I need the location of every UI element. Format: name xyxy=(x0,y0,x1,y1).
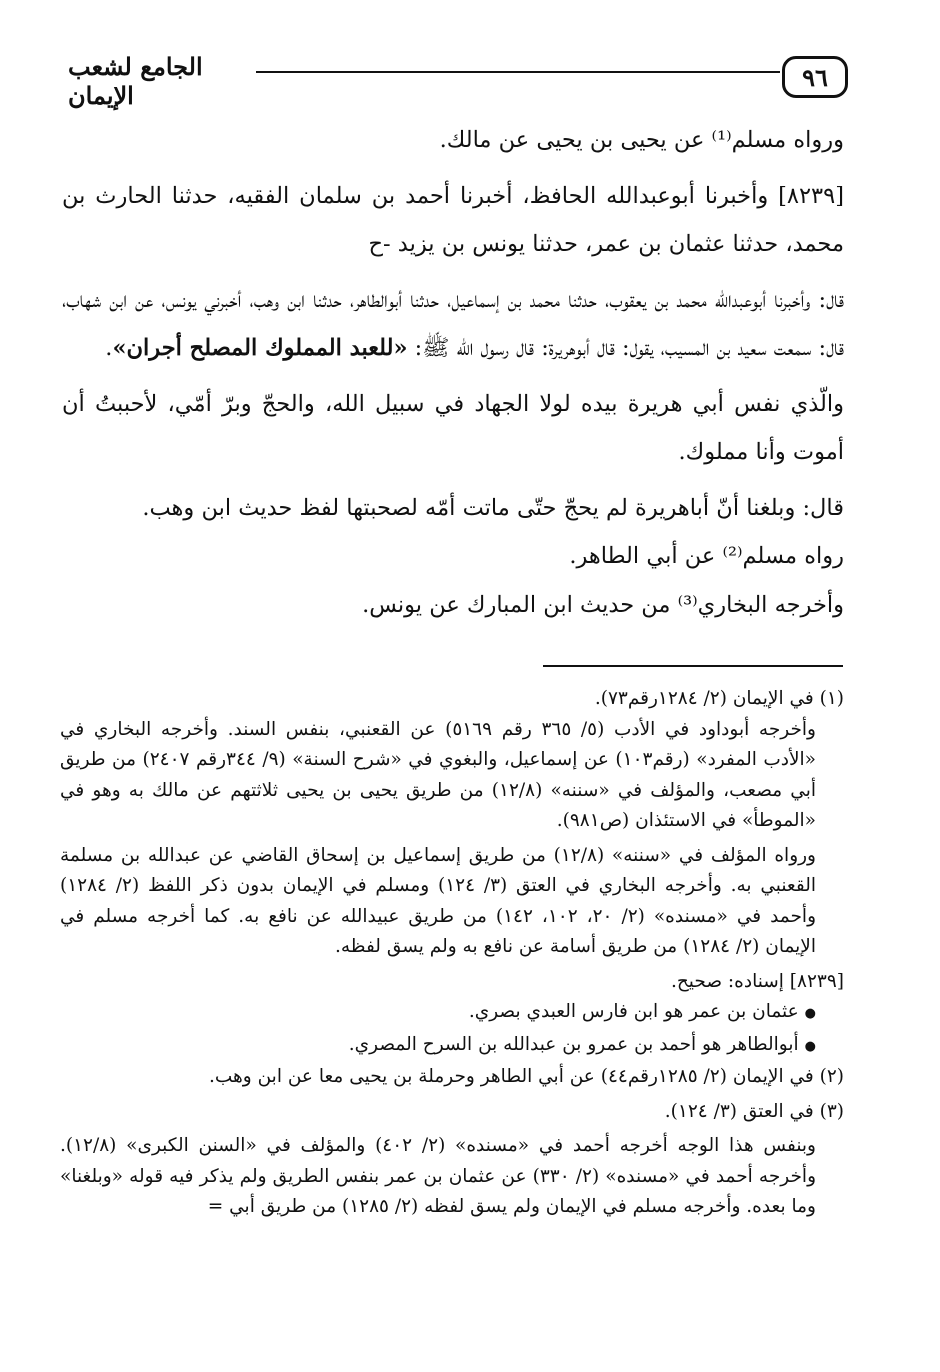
footnote-1-body-2: ورواه المؤلف في «سننه» (١٢/٨) من طريق إسماعيل بن إسحاق القاضي عن عبدالله بن مسلمة القعنبي به. وأخرجه البخاري في العتق (٣/ ١٢٤) ومسلم في الإيمان بدون ذكر اللفظ (٢/ ١٢٨٤) وأحمد في «مسنده» (٢/ ٢٠، ١٠٢، ١٤٢) من طريق عبيدالله عن نافع به. كما أخرجه مسلم في الإيمان (٢/ ١٢٨٤) من طريق أسامة عن نافع به ولم يسق لفظه. xyxy=(60,844,817,957)
footnote-3-body: وبنفس هذا الوجه أخرجه أحمد في «مسنده» (٢/ ٤٠٢) والمؤلف في «السنن الكبرى» (١٢/٨). وأخرجه أحمد في «مسنده» (٢/ ٣٣٠) عن عثمان بن عمر بنفس الطريق ولم يذكر فيه قوله «وبلغنا» وما بعده. وأخرجه مسلم في الإيمان ولم يسق لفظه (٢/ ١٢٨٥) من طريق أبي = xyxy=(60,1135,817,1217)
paragraph-muslim-narration: ورواه مسلم⁽¹⁾ عن يحيى بن يحيى عن مالك. xyxy=(439,127,844,153)
paragraph-bukhari: وأخرجه البخاري⁽³⁾ من حديث ابن المبارك عن يونس. xyxy=(362,591,844,618)
footnote-divider xyxy=(543,665,843,667)
paragraph-isnad-8239: [٨٢٣٩] وأخبرنا أبوعبدالله الحافظ، أخبرنا أحمد بن سلمان الفقيه، حدثنا الحارث بن محمد، حدثنا عثمان بن عمر، حدثنا يونس بن يزيد -ح xyxy=(62,182,844,257)
narrator-note: ● عثمان بن عمر هو ابن فارس العبدي بصري. xyxy=(60,997,816,1030)
narrator-note: ● أبوالطاهر هو أحمد بن عمرو بن عبدالله بن السرح المصري. xyxy=(60,1030,816,1063)
narrator-notes xyxy=(60,997,844,1062)
footnote-3-head: (٣) في العتق (٣/ ١٢٤). xyxy=(664,1100,844,1122)
footnotes xyxy=(60,684,844,1223)
isnad-grading: [٨٢٣٩] إسناده: صحيح. xyxy=(670,970,844,992)
main-text xyxy=(62,116,844,629)
header-rule xyxy=(256,71,780,73)
hadith-end: . xyxy=(105,335,113,361)
footnote-2: (٢) في الإيمان (٢/ ١٢٨٥رقم٤٤) عن أبي الطاهر وحرملة بن يحيى معا عن ابن وهب. xyxy=(208,1066,844,1087)
paragraph-balaghana: قال: وبلغنا أنّ أباهريرة لم يحجّ حتّى ماتت أمّه لصحبتها لفظ حديث ابن وهب. xyxy=(142,494,844,521)
footnote-1-head: (١) في الإيمان (٢/ ١٢٨٤رقم٧٣). xyxy=(594,688,844,709)
hadith-text: «للعبد المملوك المصلح أجران» xyxy=(112,335,408,361)
page-number: ٩٦ xyxy=(782,56,848,98)
book-title: الجامع لشعب الإيمان xyxy=(68,52,203,110)
paragraph-second-isnad xyxy=(62,276,844,373)
isnad-text: قال: وأخبرنا أبوعبدالله محمد بن يعقوب، حدثنا محمد بن إسماعيل، حدثنا أبوالطاهر، حدثنا ابن وهب، أخبرني يونس، عن ابن شهاب، قال: سمعت سعيد بن المسيب، يقول: قال أبوهريرة: قال رسول الله ﷺ: xyxy=(62,286,844,361)
footnote-1-body-1: وأخرجه أبوداود في الأدب (٥/ ٣٦٥ رقم ٥١٦٩) عن القعنبي، بنفس السند. وأخرجه البخاري في «الأدب المفرد» (رقم١٠٣) عن إسماعيل، والبغوي في «شرح السنة» (٩/ ٣٤٤رقم ٢٤٠٧) من طريق أبي مصعب، والمؤلف في «سننه» (١٢/٨) من طريق يحيى بن يحيى ثلاثتهم عن مالك به وهو في «الموطأ» في الاستئذان (ص٩٨١). xyxy=(60,718,817,831)
paragraph-muslim-2: رواه مسلم⁽²⁾ عن أبي الطاهر. xyxy=(569,543,844,569)
paragraph-abu-hurayra: والّذي نفس أبي هريرة بيده لولا الجهاد في سبيل الله، والحجّ وبرّ أمّي، لأحببتُ أن أموت وأنا مملوك. xyxy=(62,390,844,465)
page-header xyxy=(68,40,850,110)
